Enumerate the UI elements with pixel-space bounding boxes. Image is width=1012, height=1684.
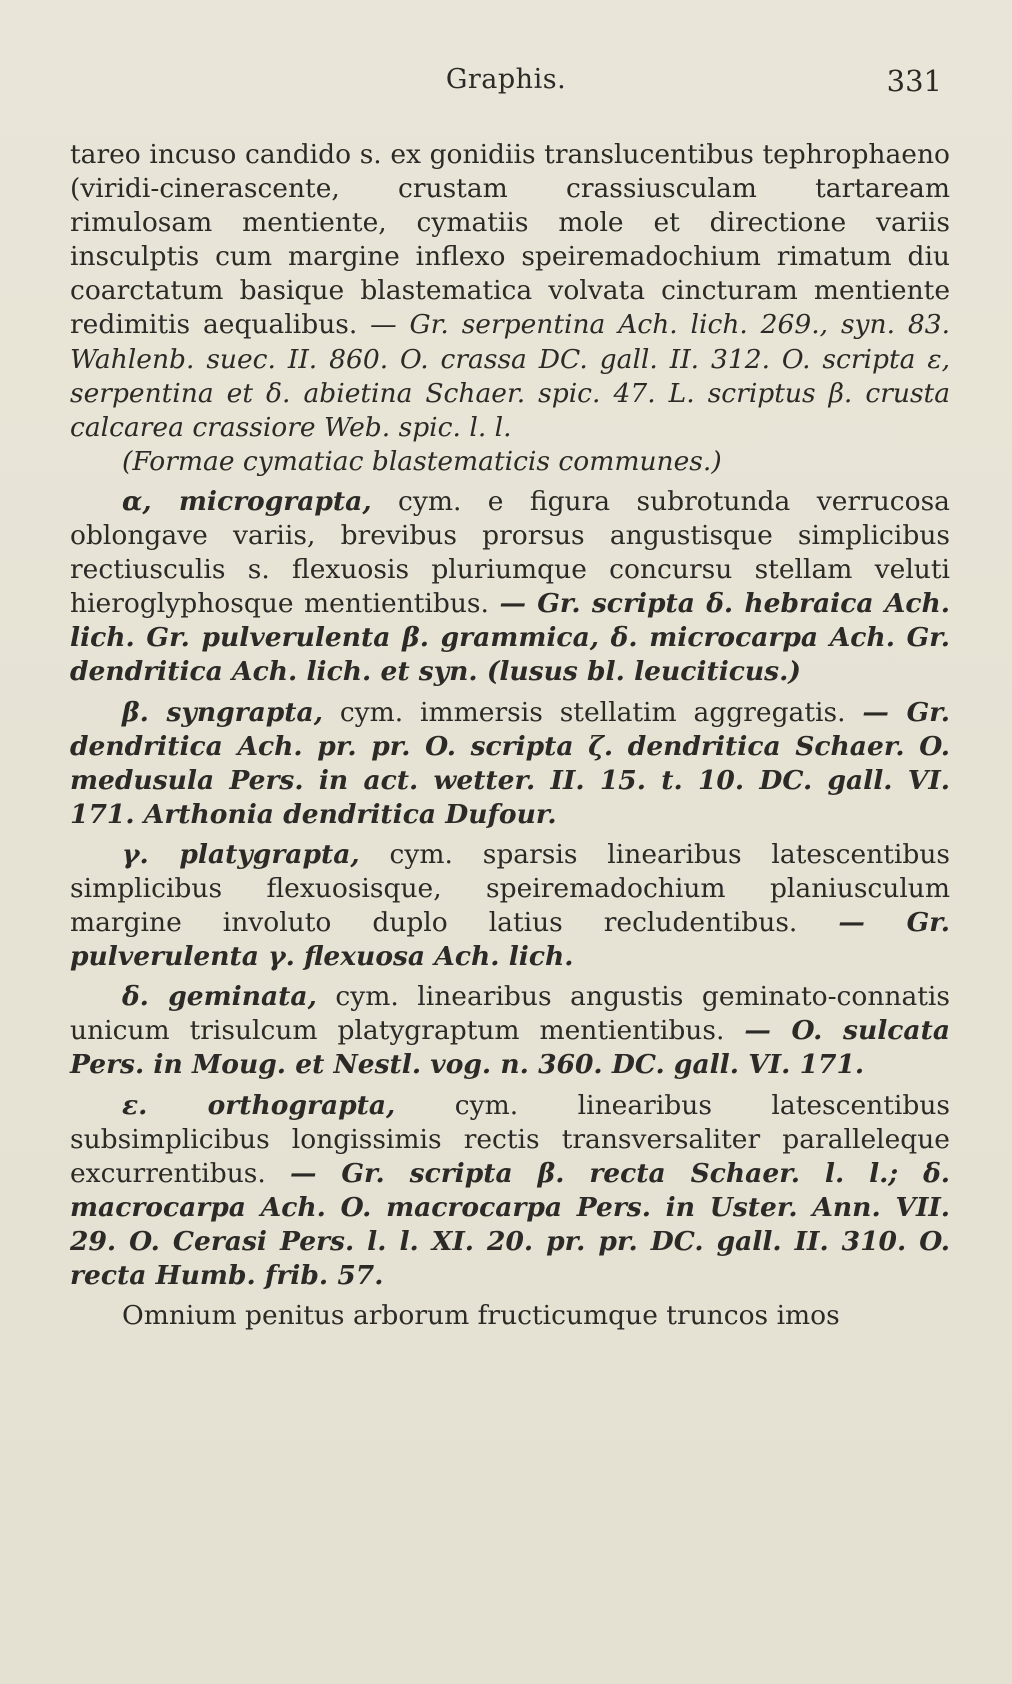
paragraph-text: tareo incuso candido s. ex gonidiis translucentibus tephrophaeno (viridi-cinerascente, crustam crassiusculam tartaream rimulosam mentiente, cymatiis mole et directione variis insculptis cum margine inflexo speiremadochium rimatum diu coarctatum basique blastematica volvata cincturam mentiente redimitis aequalibus. xyxy=(70,139,950,341)
paragraph-intro xyxy=(70,138,950,445)
variety-label: δ. geminata, xyxy=(122,981,317,1013)
section-heading: (Formae cymatiac blastematicis communes.) xyxy=(122,445,722,477)
paragraph-formae xyxy=(70,445,950,479)
references: — Gr. pulverulenta γ. flexuosa Ach. lich. xyxy=(70,907,950,973)
paragraph-text: Omnium penitus arborum fructicumque truncos imos xyxy=(122,1300,840,1332)
page-body xyxy=(70,138,950,1333)
references: — Gr. scripta δ. hebraica Ach. lich. Gr. pulverulenta β. grammica, δ. microcarpa Ach. Gr. dendritica Ach. lich. et syn. (lusus bl. leuciticus.) xyxy=(70,588,950,688)
page-header xyxy=(70,64,942,104)
paragraph-text: cym. immersis stellatim aggregatis. xyxy=(339,696,846,728)
variety-label: α, micrograpta, xyxy=(122,485,372,517)
paragraph-text: cym. sparsis linearibus latescentibus simplicibus flexuosisque, speiremadochium planiusculum margine involuto duplo latius recludentibus. xyxy=(70,838,950,939)
variety-label: ε. orthograpta, xyxy=(122,1089,396,1121)
paragraph-variety-delta xyxy=(70,980,950,1082)
variety-label: β. syngrapta, xyxy=(122,696,323,728)
paragraph-text: cym. e figura subrotunda verrucosa oblongave variis, brevibus prorsus angustisque simplicibus rectiusculis s. flexuosis pluriumque concursu stellam veluti hieroglyphosque mentientibus. xyxy=(70,485,950,620)
paragraph-variety-beta xyxy=(70,696,950,832)
paragraph-variety-alpha xyxy=(70,485,950,690)
references: — Gr. serpentina Ach. lich. 269., syn. 83. Wahlenb. suec. II. 860. O. crassa DC. gall. II. 312. O. scripta ε, serpentina et δ. abietina Schaer. spic. 47. L. scriptus β. crusta calcarea crassiore Web. spic. l. l. xyxy=(70,309,950,443)
paragraph-text: cym. linearibus angustis geminato-connatis unicum trisulcum platygraptum mentientibus. xyxy=(70,981,950,1047)
references: — O. sulcata Pers. in Moug. et Nestl. vog. n. 360. DC. gall. VI. 171. xyxy=(70,1015,950,1081)
references: — Gr. scripta β. recta Schaer. l. l.; δ. macrocarpa Ach. O. macrocarpa Pers. in Uster. Ann. VII. 29. O. Cerasi Pers. l. l. XI. 20. pr. pr. DC. gall. II. 310. O. recta Humb. frib. 57. xyxy=(70,1157,950,1291)
paragraph-closing xyxy=(70,1299,950,1333)
paragraph-variety-epsilon xyxy=(70,1089,950,1294)
page-number: 331 xyxy=(886,64,942,98)
references: — Gr. dendritica Ach. pr. pr. O. scripta ζ. dendritica Schaer. O. medusula Pers. in act. wetter. II. 15. t. 10. DC. gall. VI. 171. Arthonia dendritica Dufour. xyxy=(70,696,950,830)
paragraph-variety-gamma xyxy=(70,838,950,974)
running-title: Graphis. xyxy=(445,64,567,95)
paragraph-text: cym. linearibus latescentibus subsimplicibus longissimis rectis transversaliter paralleleque excurrentibus. xyxy=(70,1089,950,1189)
variety-label: γ. platygrapta, xyxy=(122,838,360,870)
